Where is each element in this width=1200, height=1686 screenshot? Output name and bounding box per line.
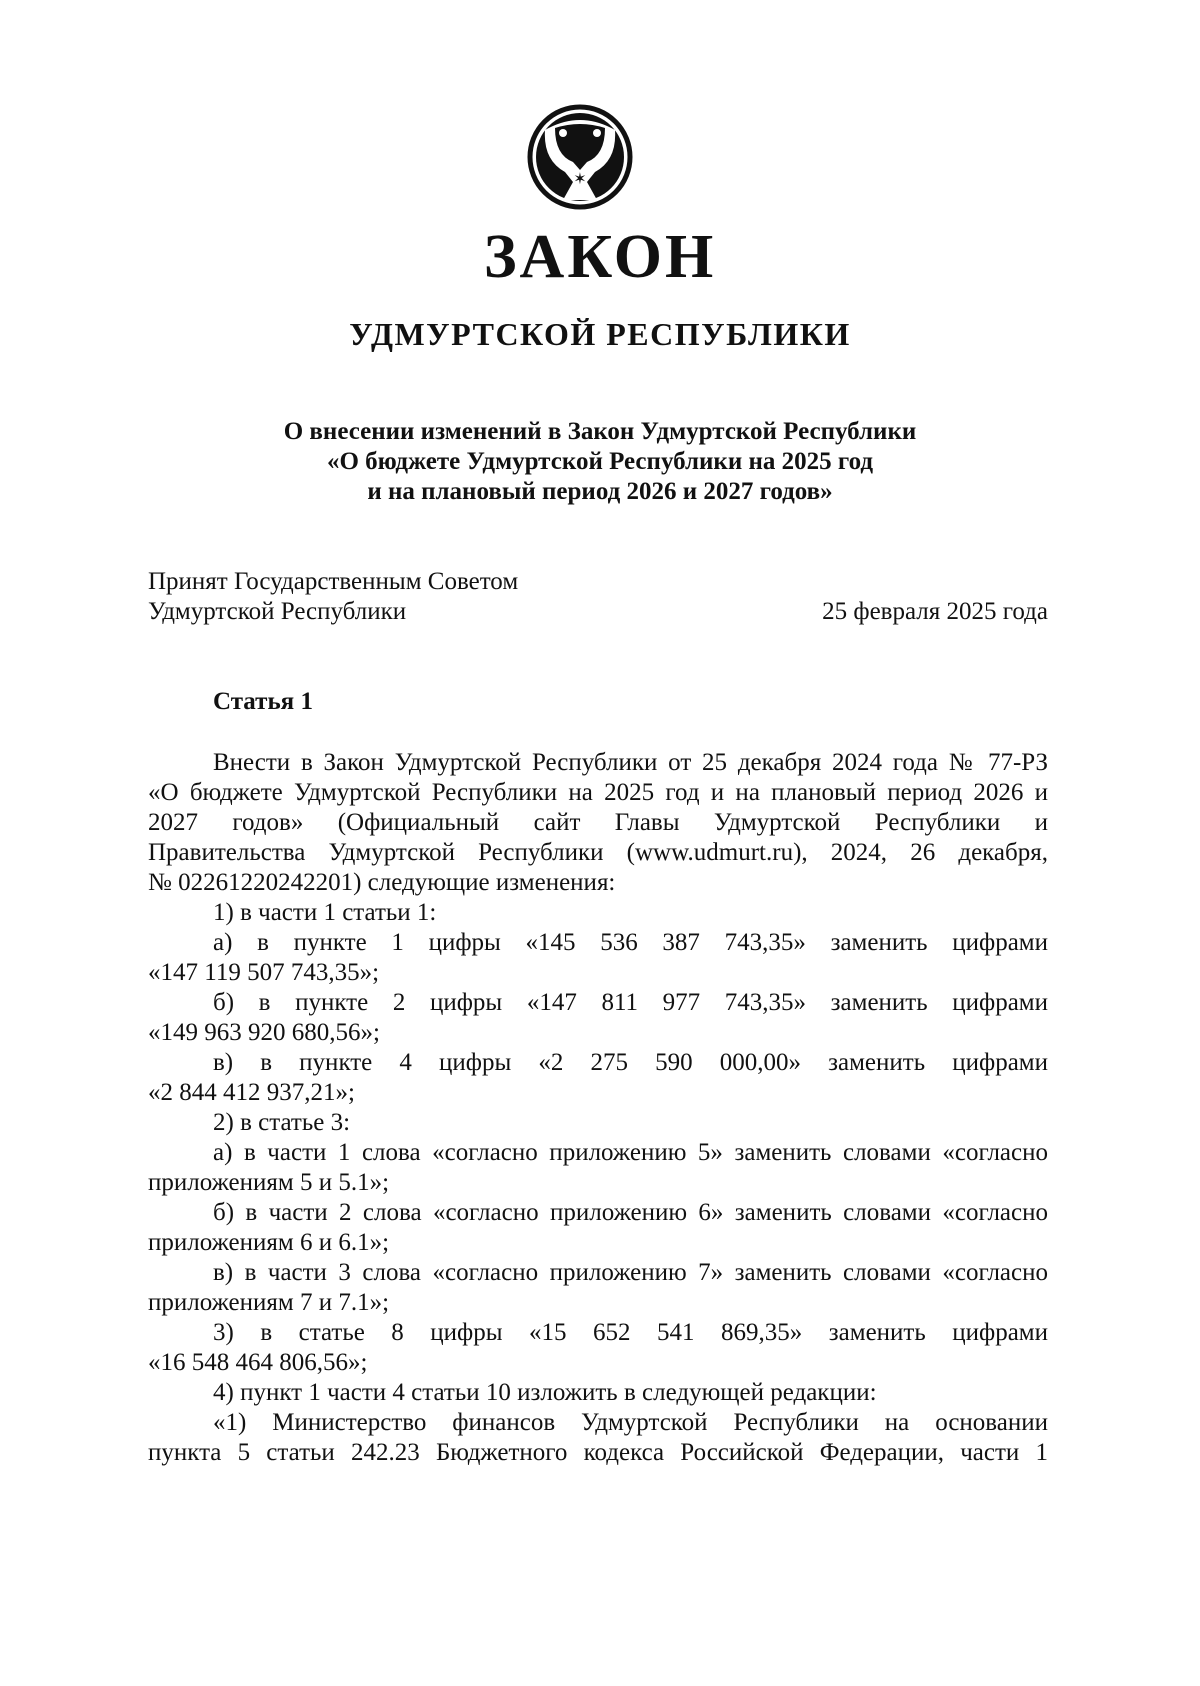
body-text-line: «2 844 412 937,21»; <box>148 1079 355 1106</box>
adoption-date: 25 февраля 2025 года <box>822 598 1048 625</box>
body-text-line: «16 548 464 806,56»; <box>148 1349 368 1376</box>
body-text-line: «О бюджете Удмуртской Республики на 2025 год и на плановый период 2026 и <box>148 779 1048 806</box>
body-text-line: пункта 5 статьи 242.23 Бюджетного кодекса Российской Федерации, части 1 <box>148 1439 1048 1466</box>
body-text-line: «149 963 920 680,56»; <box>148 1019 380 1046</box>
body-text-line: а) в части 1 слова «согласно приложению 5» заменить словами «согласно <box>213 1139 1048 1166</box>
adopted-by: Удмуртской Республики <box>148 598 407 625</box>
body-text-line: 2027 годов» (Официальный сайт Главы Удмуртской Республики и <box>148 809 1048 836</box>
body-text-line: 3) в статье 8 цифры «15 652 541 869,35» заменить цифрами <box>213 1319 1048 1346</box>
body-text-line: Внести в Закон Удмуртской Республики от 25 декабря 2024 года № 77-РЗ <box>213 749 1048 776</box>
body-text-line: в) в части 3 слова «согласно приложению 7» заменить словами «согласно <box>213 1259 1048 1286</box>
body-text-line: в) в пункте 4 цифры «2 275 590 000,00» заменить цифрами <box>213 1049 1048 1076</box>
law-title-line: и на плановый период 2026 и 2027 годов» <box>367 478 833 505</box>
article-body <box>148 748 1048 1468</box>
body-text-line: «1) Министерство финансов Удмуртской Республики на основании <box>213 1409 1048 1436</box>
law-title-line: О внесении изменений в Закон Удмуртской Республики <box>283 418 917 445</box>
body-text-line: № 02261220242201) следующие изменения: <box>148 869 616 896</box>
body-text-line: приложениям 5 и 5.1»; <box>148 1169 390 1196</box>
body-text-line: приложениям 6 и 6.1»; <box>148 1229 390 1256</box>
svg-text:✶: ✶ <box>573 171 587 188</box>
body-text-line: 1) в части 1 статьи 1: <box>213 899 437 926</box>
document-type-heading: ЗАКОН <box>483 223 717 291</box>
adopted-by: Принят Государственным Советом <box>148 568 519 595</box>
body-text-line: а) в пункте 1 цифры «145 536 387 743,35» заменить цифрами <box>213 929 1048 956</box>
body-text-line: 4) пункт 1 части 4 статьи 10 изложить в следующей редакции: <box>213 1379 877 1406</box>
body-text-line: Правительства Удмуртской Республики (www.udmurt.ru), 2024, 26 декабря, <box>148 839 1048 866</box>
body-text-line: б) в части 2 слова «согласно приложению 6» заменить словами «согласно <box>213 1199 1048 1226</box>
body-text-line: б) в пункте 2 цифры «147 811 977 743,35» заменить цифрами <box>213 989 1048 1016</box>
body-text-line: приложениям 7 и 7.1»; <box>148 1289 390 1316</box>
republic-heading: УДМУРТСКОЙ РЕСПУБЛИКИ <box>349 316 851 352</box>
body-text-line: «147 119 507 743,35»; <box>148 959 380 986</box>
article-heading: Статья 1 <box>213 688 313 715</box>
law-title-line: «О бюджете Удмуртской Республики на 2025 год <box>326 448 874 475</box>
body-text-line: 2) в статье 3: <box>213 1109 351 1136</box>
udmurt-emblem-icon <box>525 100 635 210</box>
